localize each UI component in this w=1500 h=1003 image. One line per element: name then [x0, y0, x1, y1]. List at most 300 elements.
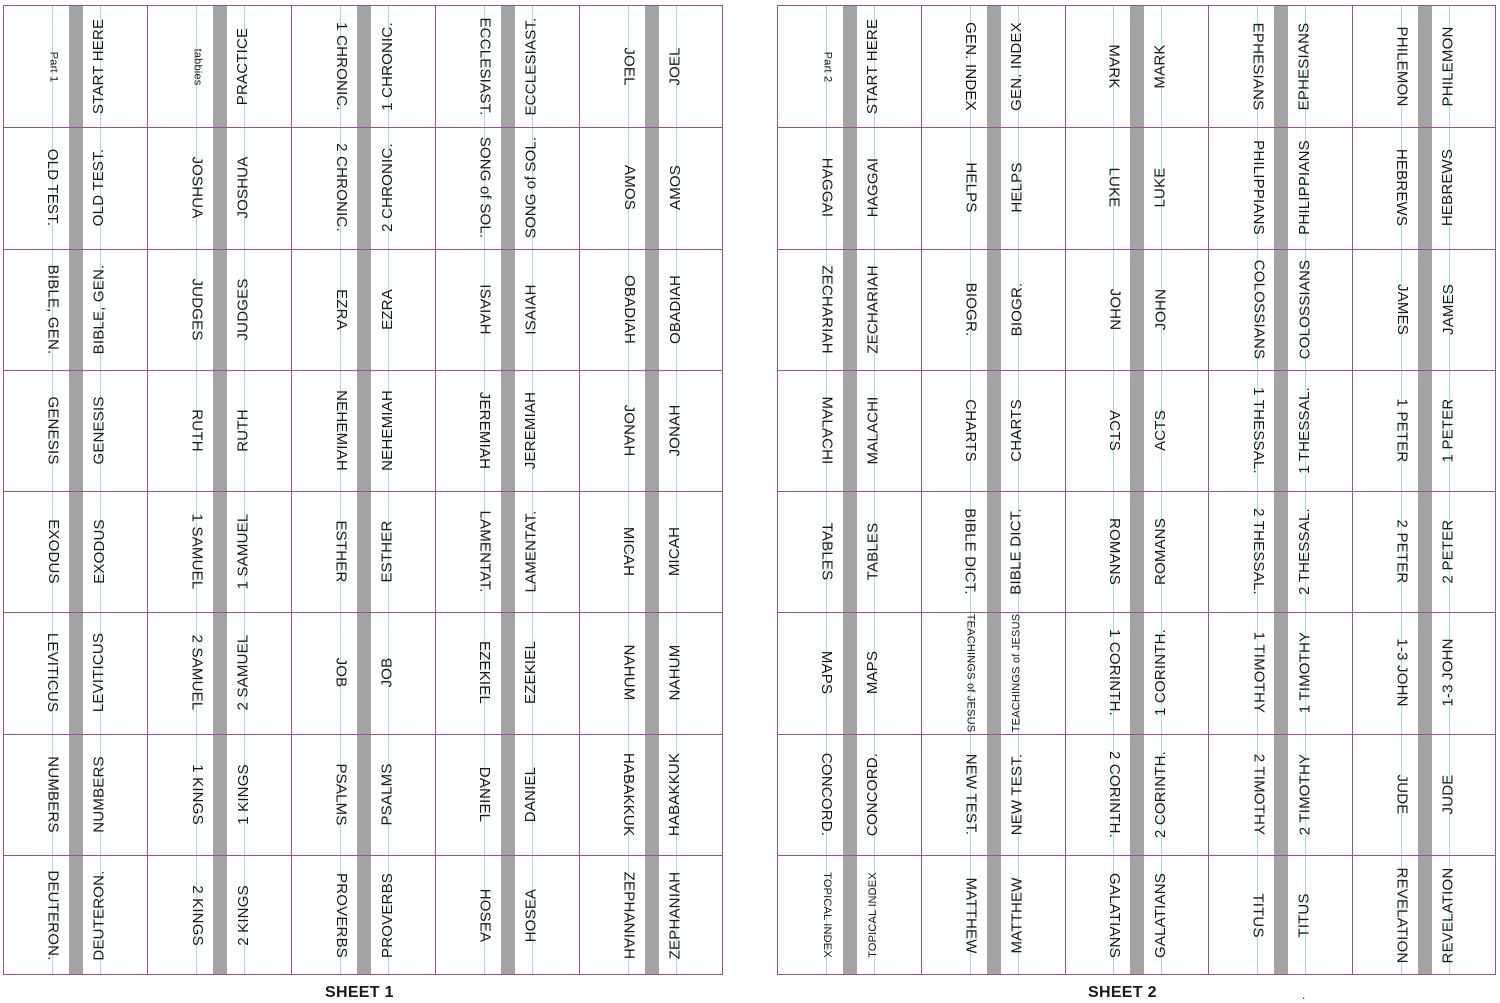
tab-label-text: PROVERBS: [332, 872, 350, 958]
tab-label: [1433, 127, 1463, 248]
tab-label-text: LAMENTAT.: [476, 510, 494, 593]
tab-label-text: COLOSSIANS: [1249, 259, 1267, 359]
tab-label: [812, 855, 842, 976]
tab-label-text: AMOS: [620, 165, 638, 211]
tab-label: [470, 249, 500, 370]
tab-label-text: 1 THESSAL.: [1249, 386, 1267, 474]
tab-label: [812, 127, 842, 248]
row-divider: [148, 855, 291, 856]
row-divider: [4, 734, 147, 735]
tab-label-text: JONAH: [620, 404, 638, 457]
stray-mark: .: [1302, 988, 1306, 1002]
fold-strip: [357, 6, 371, 974]
tab-label-text: GENESIS: [90, 396, 108, 465]
tab-label-text: EZRA: [378, 288, 396, 330]
tab-label: [516, 6, 546, 127]
tab-label: [84, 127, 114, 248]
tab-label-text: ISAIAH: [522, 283, 540, 335]
tab-label-text: EXODUS: [44, 519, 62, 584]
tab-label-text: JOEL: [666, 47, 684, 86]
tab-label-text: HELPS: [1008, 162, 1026, 213]
row-divider: [148, 370, 291, 371]
tab-label-text: Part 2: [820, 51, 833, 82]
tab-label-text: PSALMS: [378, 763, 396, 826]
tab-label: [516, 734, 546, 855]
tab-label-text: HABAKKUK: [620, 752, 638, 836]
tab-label-text: 2 SAMUEL: [234, 634, 252, 711]
fold-strip: [213, 6, 227, 974]
tab-label: [1002, 855, 1032, 976]
tab-label: [812, 734, 842, 855]
tab-label: [1243, 249, 1273, 370]
tab-label: [1243, 127, 1273, 248]
tab-label-text: 1 PETER: [1393, 398, 1411, 463]
tab-label: [1002, 370, 1032, 491]
tab-label-text: CHARTS: [1008, 399, 1026, 462]
tab-label: [614, 249, 644, 370]
tab-label: [516, 612, 546, 733]
tab-label-text: ECCLESIAST.: [522, 17, 540, 116]
tab-label-text: SONG of SOL.: [522, 137, 540, 239]
tab-label: [228, 6, 258, 127]
tab-label-text: MAPS: [864, 651, 882, 695]
row-divider: [580, 491, 722, 492]
tab-label: [812, 6, 842, 127]
tab-label-text: 2 THESSAL.: [1295, 508, 1313, 596]
row-divider: [148, 491, 291, 492]
tab-label-text: CHARTS: [962, 399, 980, 462]
tab-label-text: REVELATION: [1439, 867, 1457, 964]
tab-label-text: NEW TEST.: [962, 753, 980, 835]
tab-label-text: EZEKIEL: [476, 641, 494, 705]
tab-label: [858, 855, 888, 976]
tab-label: [614, 734, 644, 855]
tab-label: [470, 370, 500, 491]
tab-label-text: LUKE: [1105, 167, 1123, 208]
tab-label: [956, 855, 986, 976]
row-divider: [148, 249, 291, 250]
tab-label: [956, 249, 986, 370]
tab-label: [470, 612, 500, 733]
tab-label-text: JEREMIAH: [476, 391, 494, 470]
tab-label-text: 1 SAMUEL: [188, 513, 206, 590]
tab-label: [470, 491, 500, 612]
tab-label: [470, 855, 500, 976]
tab-label: [1243, 612, 1273, 733]
row-divider: [1353, 491, 1495, 492]
tab-label-text: ZECHARIAH: [864, 264, 882, 354]
row-divider: [922, 370, 1065, 371]
row-divider: [292, 370, 435, 371]
tab-label: [660, 370, 690, 491]
row-divider: [148, 612, 291, 613]
tab-label: [660, 491, 690, 612]
row-divider: [148, 734, 291, 735]
row-divider: [922, 491, 1065, 492]
tab-label-text: ZEPHANIAH: [620, 871, 638, 960]
tab-label-text: 1 CHRONIC.: [332, 22, 350, 111]
tab-label: [660, 249, 690, 370]
tab-label-text: HEBREWS: [1439, 149, 1457, 227]
row-divider: [922, 734, 1065, 735]
tab-label: [1002, 612, 1032, 733]
tab-label: [614, 370, 644, 491]
tab-label-text: 1 CORINTH.: [1151, 629, 1169, 717]
row-divider: [292, 612, 435, 613]
tab-label-text: Part 1: [47, 51, 59, 82]
tab-label: [1099, 127, 1129, 248]
row-divider: [580, 370, 722, 371]
tab-label: [858, 734, 888, 855]
tab-label-text: EZRA: [332, 288, 350, 330]
tab-label-text: RUTH: [188, 409, 206, 452]
tab-label-text: OLD TEST.: [90, 149, 108, 227]
tab-label: [38, 734, 68, 855]
tab-label-text: TEACHINGS of JESUS: [964, 613, 977, 733]
row-divider: [1353, 370, 1495, 371]
tab-label: [1289, 127, 1319, 248]
row-divider: [580, 855, 722, 856]
tab-label-text: 2 CHRONIC.: [332, 143, 350, 233]
row-divider: [580, 734, 722, 735]
tab-label-text: 2 CORINTH.: [1151, 750, 1169, 838]
tab-label-text: 1 SAMUEL: [234, 513, 252, 590]
tab-label-text: 1-3 JOHN: [1439, 638, 1457, 708]
tab-label-text: NUMBERS: [90, 755, 108, 833]
tab-label: [470, 6, 500, 127]
row-divider: [292, 734, 435, 735]
tab-label: [1243, 734, 1273, 855]
tab-label-text: 2 TIMOTHY: [1249, 753, 1267, 835]
row-divider: [436, 249, 579, 250]
fold-strip: [1130, 6, 1144, 974]
tab-label: [614, 127, 644, 248]
tab-label-text: JEREMIAH: [522, 391, 540, 470]
tab-label: [1099, 370, 1129, 491]
row-divider: [292, 249, 435, 250]
row-divider: [922, 855, 1065, 856]
tab-label: [1145, 370, 1175, 491]
tab-label-text: GEN. INDEX: [962, 22, 980, 111]
tab-label-text: AMOS: [666, 165, 684, 211]
tab-label: [1387, 249, 1417, 370]
tab-label: [84, 855, 114, 976]
tab-label: [228, 734, 258, 855]
tab-label-text: ZEPHANIAH: [666, 871, 684, 960]
tab-label-text: GENESIS: [44, 396, 62, 465]
tab-label-text: PHILIPPIANS: [1249, 140, 1267, 236]
row-divider: [580, 127, 722, 128]
tab-label-text: ESTHER: [332, 520, 350, 583]
tab-label: [1387, 612, 1417, 733]
row-divider: [1066, 249, 1209, 250]
tab-label-text: NAHUM: [620, 644, 638, 701]
tab-column: [1352, 5, 1496, 975]
tab-label: [84, 249, 114, 370]
tab-label: [1387, 491, 1417, 612]
tab-label: [1387, 370, 1417, 491]
tab-label-text: 1 PETER: [1439, 398, 1457, 463]
tab-label: [1002, 6, 1032, 127]
tab-label: [812, 491, 842, 612]
tab-label: [470, 127, 500, 248]
row-divider: [1066, 612, 1209, 613]
tab-label: [614, 855, 644, 976]
row-divider: [292, 491, 435, 492]
tab-label: [1289, 6, 1319, 127]
tab-label-text: OBADIAH: [666, 274, 684, 344]
tab-label-text: TOPICAL INDEX: [866, 872, 879, 959]
tab-label: [1099, 612, 1129, 733]
tab-label-text: 2 PETER: [1393, 519, 1411, 584]
tab-label: [1387, 127, 1417, 248]
tab-label-text: BIBLE, GEN.: [90, 264, 108, 354]
row-divider: [922, 127, 1065, 128]
sheet-1: [3, 5, 723, 975]
tab-label: [812, 370, 842, 491]
row-divider: [4, 127, 147, 128]
tab-label: [326, 855, 356, 976]
tab-label: [372, 370, 402, 491]
tab-label: [372, 612, 402, 733]
tab-label: [1433, 370, 1463, 491]
tab-label-text: MALACHI: [818, 396, 836, 465]
tab-label: [372, 855, 402, 976]
tab-label: [1433, 612, 1463, 733]
tab-label: [956, 612, 986, 733]
tab-label: [326, 370, 356, 491]
tab-label-text: ESTHER: [378, 520, 396, 583]
row-divider: [1353, 127, 1495, 128]
tab-label-text: OBADIAH: [620, 274, 638, 344]
tab-label: [956, 370, 986, 491]
tab-label-text: 2 THESSAL.: [1249, 508, 1267, 596]
tab-label-text: NEHEMIAH: [378, 389, 396, 471]
row-divider: [4, 612, 147, 613]
tab-label-text: START HERE: [864, 18, 882, 115]
tab-label: [1387, 734, 1417, 855]
tab-label: [1243, 370, 1273, 491]
tab-label-text: 1 THESSAL.: [1295, 386, 1313, 474]
tab-label: [956, 734, 986, 855]
row-divider: [922, 249, 1065, 250]
tab-label: [516, 491, 546, 612]
tab-label-text: EXODUS: [90, 519, 108, 584]
tab-label: [516, 127, 546, 248]
tab-label: [1243, 6, 1273, 127]
tab-label-text: 1 TIMOTHY: [1295, 632, 1313, 714]
tab-label: [1387, 855, 1417, 976]
row-divider: [778, 734, 921, 735]
tab-label-text: MALACHI: [864, 396, 882, 465]
fold-strip: [501, 6, 515, 974]
tab-label-text: 2 KINGS: [188, 885, 206, 946]
tab-label-text: COLOSSIANS: [1295, 259, 1313, 359]
tab-label-text: MAPS: [818, 651, 836, 695]
row-divider: [922, 612, 1065, 613]
tab-label: [1387, 6, 1417, 127]
tab-label-text: JONAH: [666, 404, 684, 457]
tab-label: [228, 127, 258, 248]
row-divider: [4, 370, 147, 371]
tab-label-text: MATTHEW: [962, 877, 980, 954]
tab-label: [1145, 612, 1175, 733]
tab-label-text: LAMENTAT.: [522, 510, 540, 593]
tab-label: [326, 734, 356, 855]
tab-label-text: DEUTERON.: [90, 870, 108, 961]
tab-label-text: TITUS: [1249, 893, 1267, 938]
tab-label-text: 1 TIMOTHY: [1249, 632, 1267, 714]
tab-label-text: JOHN: [1105, 288, 1123, 330]
tab-column: [147, 5, 291, 975]
tab-label: [1145, 491, 1175, 612]
row-divider: [1066, 491, 1209, 492]
tab-label: [660, 6, 690, 127]
tab-label: [660, 734, 690, 855]
row-divider: [778, 612, 921, 613]
fold-strip: [1418, 6, 1432, 974]
tab-label-text: JOB: [378, 657, 396, 688]
tab-label: [182, 127, 212, 248]
row-divider: [778, 127, 921, 128]
tab-label: [182, 734, 212, 855]
tab-label: [1433, 249, 1463, 370]
tab-label-text: LEVITICUS: [90, 633, 108, 713]
row-divider: [4, 855, 147, 856]
row-divider: [148, 127, 291, 128]
tab-label: [38, 249, 68, 370]
tab-label-text: ZECHARIAH: [818, 264, 836, 354]
tab-column: [3, 5, 147, 975]
tab-label-text: TEACHINGS of JESUS: [1010, 613, 1023, 733]
tab-label: [858, 491, 888, 612]
tab-label: [1243, 491, 1273, 612]
tab-label-text: TABLES: [818, 522, 836, 581]
tab-label: [38, 6, 68, 127]
tab-label-text: HAGGAI: [818, 158, 836, 218]
row-divider: [1209, 491, 1352, 492]
tab-label-text: JOB: [332, 657, 350, 688]
tab-label-text: ECCLESIAST.: [476, 17, 494, 116]
tab-label-text: 1 KINGS: [234, 763, 252, 825]
tab-label-text: BIOGR.: [962, 282, 980, 336]
tab-label: [182, 249, 212, 370]
tab-label: [228, 370, 258, 491]
tab-label-text: ACTS: [1105, 409, 1123, 451]
tab-label: [516, 370, 546, 491]
tab-label: [326, 612, 356, 733]
tab-label: [1099, 6, 1129, 127]
tab-label-text: ISAIAH: [476, 283, 494, 335]
tab-label-text: NEW TEST.: [1008, 753, 1026, 835]
sheet-1-label: SHEET 1: [325, 984, 394, 1001]
tab-label: [1002, 249, 1032, 370]
tab-label: [1433, 491, 1463, 612]
tab-label: [1145, 6, 1175, 127]
tab-label-text: TOPICAL INDEX: [820, 872, 833, 959]
tab-label: [858, 6, 888, 127]
tab-label-text: ROMANS: [1105, 518, 1123, 586]
row-divider: [778, 370, 921, 371]
tab-label: [614, 612, 644, 733]
tab-label-text: HELPS: [962, 162, 980, 213]
tab-label: [1433, 855, 1463, 976]
tab-label: [1433, 6, 1463, 127]
tab-label: [1289, 491, 1319, 612]
tab-label: [660, 127, 690, 248]
tab-label-text: HABAKKUK: [666, 752, 684, 836]
tab-label: [182, 6, 212, 127]
tab-label-text: DEUTERON.: [44, 870, 62, 961]
row-divider: [1209, 734, 1352, 735]
tab-label: [614, 6, 644, 127]
tab-label-text: EPHESIANS: [1249, 22, 1267, 111]
tab-label-text: MARK: [1105, 44, 1123, 89]
row-divider: [1066, 370, 1209, 371]
tab-label-text: PHILIPPIANS: [1295, 140, 1313, 236]
tab-label-text: 1 CHRONIC.: [378, 22, 396, 111]
tab-label-text: CONCORD.: [864, 752, 882, 836]
tab-label-text: HAGGAI: [864, 158, 882, 218]
tab-label-text: 1 KINGS: [188, 763, 206, 825]
tab-label: [812, 612, 842, 733]
tab-label: [372, 734, 402, 855]
tab-label: [1145, 249, 1175, 370]
tab-label: [1289, 249, 1319, 370]
row-divider: [1353, 612, 1495, 613]
tab-label-text: TITUS: [1295, 893, 1313, 938]
tab-label-text: JUDE: [1439, 774, 1457, 815]
row-divider: [778, 249, 921, 250]
row-divider: [1066, 855, 1209, 856]
tab-column: [1065, 5, 1209, 975]
row-divider: [1353, 734, 1495, 735]
row-divider: [436, 370, 579, 371]
tab-label: [1145, 127, 1175, 248]
tab-label: [956, 127, 986, 248]
tab-label-text: DANIEL: [476, 766, 494, 822]
tab-label-text: START HERE: [90, 18, 108, 115]
tab-label: [1002, 491, 1032, 612]
tab-label-text: NUMBERS: [44, 755, 62, 833]
tab-label: [858, 370, 888, 491]
tab-label: [660, 855, 690, 976]
tab-column: [579, 5, 723, 975]
row-divider: [436, 734, 579, 735]
tab-label-text: 2 PETER: [1439, 519, 1457, 584]
row-divider: [436, 855, 579, 856]
tab-label: [1145, 855, 1175, 976]
tab-label: [228, 612, 258, 733]
tab-label: [516, 249, 546, 370]
tab-label-text: HOSEA: [522, 888, 540, 943]
tab-label-text: 2 CORINTH.: [1105, 750, 1123, 838]
tab-label: [1099, 734, 1129, 855]
fold-strip: [645, 6, 659, 974]
tab-column: [777, 5, 921, 975]
tab-label-text: 2 CHRONIC.: [378, 143, 396, 233]
tab-label: [326, 6, 356, 127]
tab-label-text: JAMES: [1393, 283, 1411, 335]
tab-label-text: JOEL: [620, 47, 638, 86]
tab-label-text: MICAH: [666, 526, 684, 577]
tab-label-text: TABLES: [864, 522, 882, 581]
row-divider: [1353, 855, 1495, 856]
sheet-2: [777, 5, 1496, 975]
tab-label-text: HOSEA: [476, 888, 494, 943]
sheet-2-label: SHEET 2: [1088, 984, 1157, 1001]
tab-label-text: EZEKIEL: [522, 641, 540, 705]
